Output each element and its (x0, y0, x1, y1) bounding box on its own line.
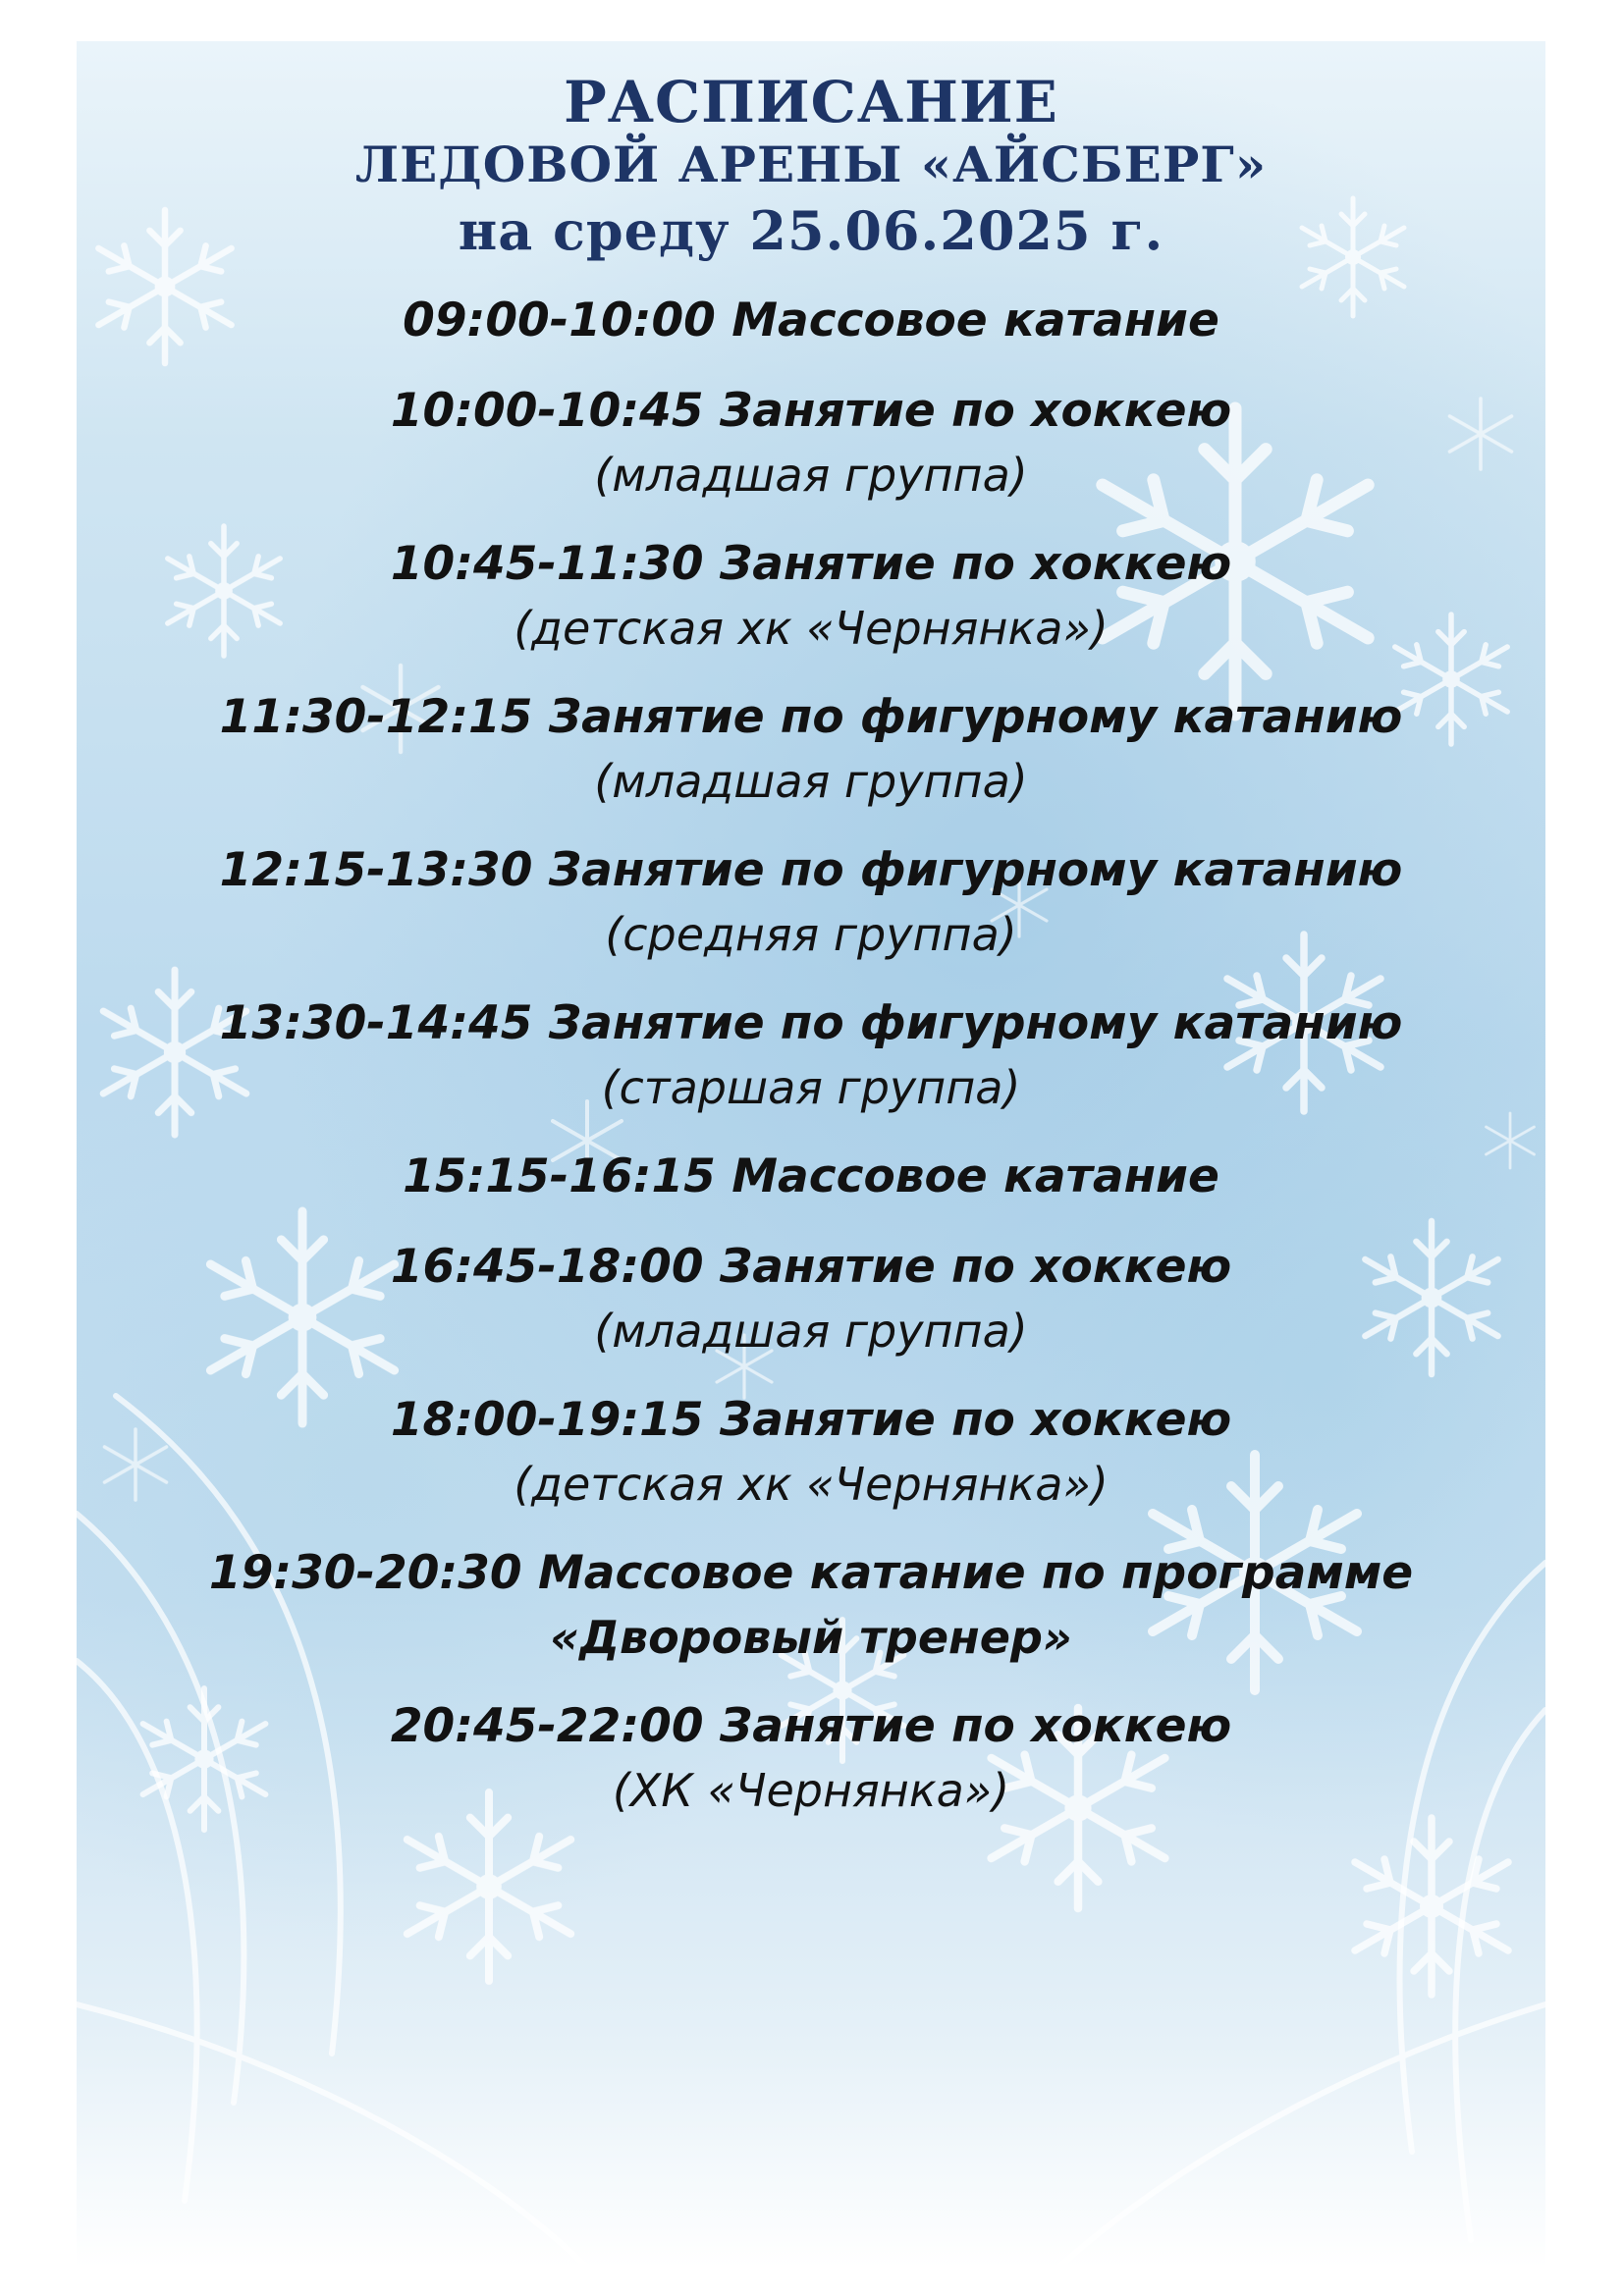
schedule-activity: Массовое катание по программе (537, 1546, 1414, 1600)
schedule-activity: Занятие по фигурному катанию (548, 843, 1403, 897)
schedule-item (77, 1541, 1545, 1669)
schedule-activity: Массовое катание (731, 294, 1219, 347)
schedule-item-main (77, 379, 1545, 444)
schedule-time: 10:00-10:45 (390, 384, 704, 438)
schedule-item-main (77, 838, 1545, 903)
schedule-note: (младшая группа) (594, 449, 1028, 502)
schedule-item (77, 1694, 1545, 1822)
schedule-content (77, 41, 1545, 1847)
schedule-item-main (77, 1145, 1545, 1209)
title-heading: РАСПИСАНИЕ (564, 69, 1058, 135)
schedule-note: (ХК «Чернянка») (612, 1764, 1010, 1817)
schedule-time: 13:30-14:45 (219, 996, 533, 1050)
schedule-activity: Занятие по фигурному катанию (548, 996, 1403, 1050)
schedule-activity: Занятие по фигурному катанию (548, 690, 1403, 744)
schedule-note: (средняя группа) (605, 908, 1017, 961)
schedule-activity: Занятие по хоккею (719, 1699, 1232, 1753)
schedule-item-main (77, 1541, 1545, 1606)
schedule-item-main (77, 1694, 1545, 1759)
schedule-list (77, 289, 1545, 1822)
schedule-poster (77, 41, 1545, 2268)
schedule-note: (детская хк «Чернянка») (514, 1458, 1109, 1511)
schedule-item (77, 685, 1545, 813)
schedule-activity: Массовое катание (731, 1149, 1219, 1203)
schedule-note: «Дворовый тренер» (550, 1611, 1072, 1664)
schedule-time: 09:00-10:00 (403, 294, 716, 347)
schedule-time: 10:45-11:30 (390, 537, 704, 591)
schedule-note: (младшая группа) (594, 1305, 1028, 1358)
schedule-note: (старшая группа) (601, 1061, 1021, 1114)
schedule-item-main (77, 1235, 1545, 1300)
schedule-note: (детская хк «Чернянка») (514, 602, 1109, 655)
schedule-activity: Занятие по хоккею (719, 537, 1232, 591)
schedule-item-main (77, 1388, 1545, 1453)
schedule-item-main (77, 685, 1545, 750)
schedule-note: (младшая группа) (594, 755, 1028, 808)
schedule-activity: Занятие по хоккею (719, 384, 1232, 438)
schedule-time: 18:00-19:15 (390, 1393, 704, 1447)
schedule-item (77, 991, 1545, 1119)
schedule-time: 20:45-22:00 (390, 1699, 704, 1753)
schedule-item-main (77, 991, 1545, 1056)
schedule-activity: Занятие по хоккею (719, 1240, 1232, 1294)
schedule-item (77, 379, 1545, 507)
schedule-time: 19:30-20:30 (208, 1546, 522, 1600)
schedule-time: 15:15-16:15 (403, 1149, 716, 1203)
schedule-time: 16:45-18:00 (390, 1240, 704, 1294)
schedule-item (77, 532, 1545, 660)
schedule-time: 11:30-12:15 (219, 690, 533, 744)
schedule-time: 12:15-13:30 (219, 843, 533, 897)
schedule-item (77, 1388, 1545, 1516)
schedule-item (77, 1145, 1545, 1209)
schedule-item (77, 838, 1545, 966)
schedule-item (77, 1235, 1545, 1362)
schedule-item (77, 289, 1545, 353)
schedule-item-main (77, 289, 1545, 353)
arena-name: ЛЕДОВОЙ АРЕНЫ «АЙСБЕРГ» (354, 135, 1268, 193)
schedule-date: на среду 25.06.2025 г. (458, 199, 1164, 262)
schedule-activity: Занятие по хоккею (719, 1393, 1232, 1447)
schedule-item-main (77, 532, 1545, 597)
